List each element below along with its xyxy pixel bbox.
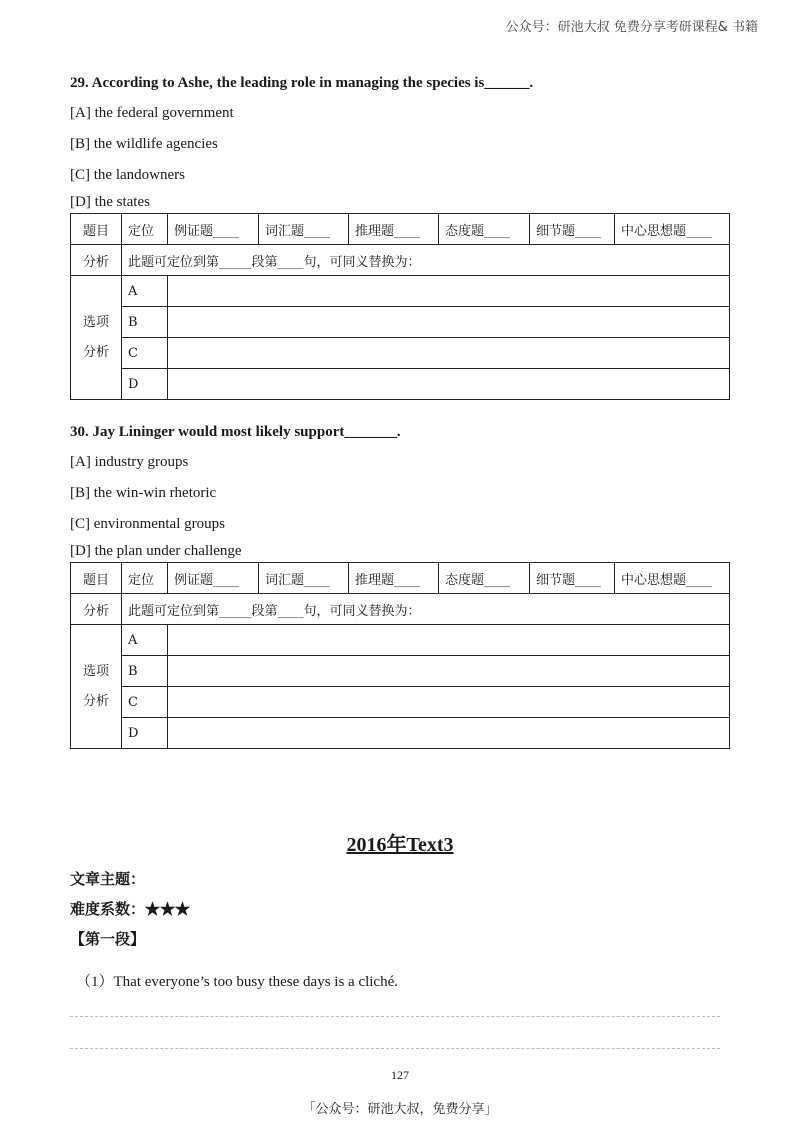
option-a-answer-cell[interactable] (168, 625, 730, 656)
page-number: 127 (391, 1068, 409, 1082)
question-29-option-b: [B] the wildlife agencies (70, 136, 218, 152)
option-label-d: D (122, 369, 168, 400)
label-fenxi-2: 分析 (82, 693, 109, 709)
option-label-c: C (122, 687, 168, 718)
question-29-option-c: [C] the landowners (70, 167, 185, 183)
option-a-answer-cell[interactable] (168, 276, 730, 307)
option-analysis-label (71, 276, 122, 400)
label-zhongxin: 中心思想题____ (615, 563, 730, 594)
question-29-option-a: [A] the federal government (70, 105, 234, 121)
label-fenxi-2: 分析 (82, 344, 109, 360)
analysis-table-30 (70, 562, 730, 749)
label-taidu: 态度题____ (439, 214, 530, 245)
option-analysis-label (71, 625, 122, 749)
label-tuili: 推理题____ (349, 214, 439, 245)
option-c-answer-cell[interactable] (168, 687, 730, 718)
answer-line-1[interactable] (70, 1016, 720, 1017)
label-lizheng: 例证题____ (168, 563, 259, 594)
article-theme-label: 文章主题： (70, 872, 146, 888)
question-30-option-d: [D] the plan under challenge (70, 543, 242, 559)
option-b-answer-cell[interactable] (168, 307, 730, 338)
question-30-title: 30. Jay Lininger would most likely support_______. (70, 424, 401, 440)
option-d-answer-cell[interactable] (168, 718, 730, 749)
question-30 (70, 417, 730, 749)
option-label-a: A (122, 625, 168, 656)
option-label-b: B (122, 307, 168, 338)
question-29 (70, 68, 730, 400)
option-label-d: D (122, 718, 168, 749)
question-30-option-a: [A] industry groups (70, 454, 189, 470)
answer-line-2[interactable] (70, 1048, 720, 1049)
question-29-title: 29. According to Ashe, the leading role in managing the species is______. (70, 75, 534, 91)
label-cihui: 词汇题____ (259, 214, 349, 245)
option-label-c: C (122, 338, 168, 369)
option-b-answer-cell[interactable] (168, 656, 730, 687)
label-xuanxiang: 选项 (82, 663, 109, 679)
option-label-a: A (122, 276, 168, 307)
header-note: 公众号：研池大叔 免费分享考研课程& 书籍 (505, 20, 758, 35)
label-timu: 题目 (71, 214, 122, 245)
label-xijie: 细节题____ (530, 214, 615, 245)
label-dingwei: 定位 (122, 214, 168, 245)
section-title: 2016年Text3 (346, 834, 454, 856)
option-label-b: B (122, 656, 168, 687)
label-fenxi: 分析 (71, 245, 122, 276)
label-xuanxiang: 选项 (82, 314, 109, 330)
question-29-option-d: [D] the states (70, 194, 150, 210)
label-cihui: 词汇题____ (259, 563, 349, 594)
label-tuili: 推理题____ (349, 563, 439, 594)
label-fenxi: 分析 (71, 594, 122, 625)
analysis-table-29 (70, 213, 730, 400)
locate-line: 此题可定位到第_____段第____句，可同义替换为： (122, 594, 730, 625)
difficulty-rating: 难度系数：★★★ (70, 902, 191, 918)
option-d-answer-cell[interactable] (168, 369, 730, 400)
label-lizheng: 例证题____ (168, 214, 259, 245)
question-30-option-c: [C] environmental groups (70, 516, 225, 532)
option-c-answer-cell[interactable] (168, 338, 730, 369)
label-taidu: 态度题____ (439, 563, 530, 594)
label-xijie: 细节题____ (530, 563, 615, 594)
paragraph-label: 【第一段】 (70, 932, 146, 948)
label-zhongxin: 中心思想题____ (615, 214, 730, 245)
question-30-option-b: [B] the win-win rhetoric (70, 485, 217, 501)
footer-note: 「公众号：研池大叔，免费分享」 (302, 1102, 498, 1117)
sentence-1: （1）That everyone’s too busy these days is a cliché. (76, 974, 399, 990)
label-timu: 题目 (71, 563, 122, 594)
locate-line: 此题可定位到第_____段第____句，可同义替换为： (122, 245, 730, 276)
label-dingwei: 定位 (122, 563, 168, 594)
